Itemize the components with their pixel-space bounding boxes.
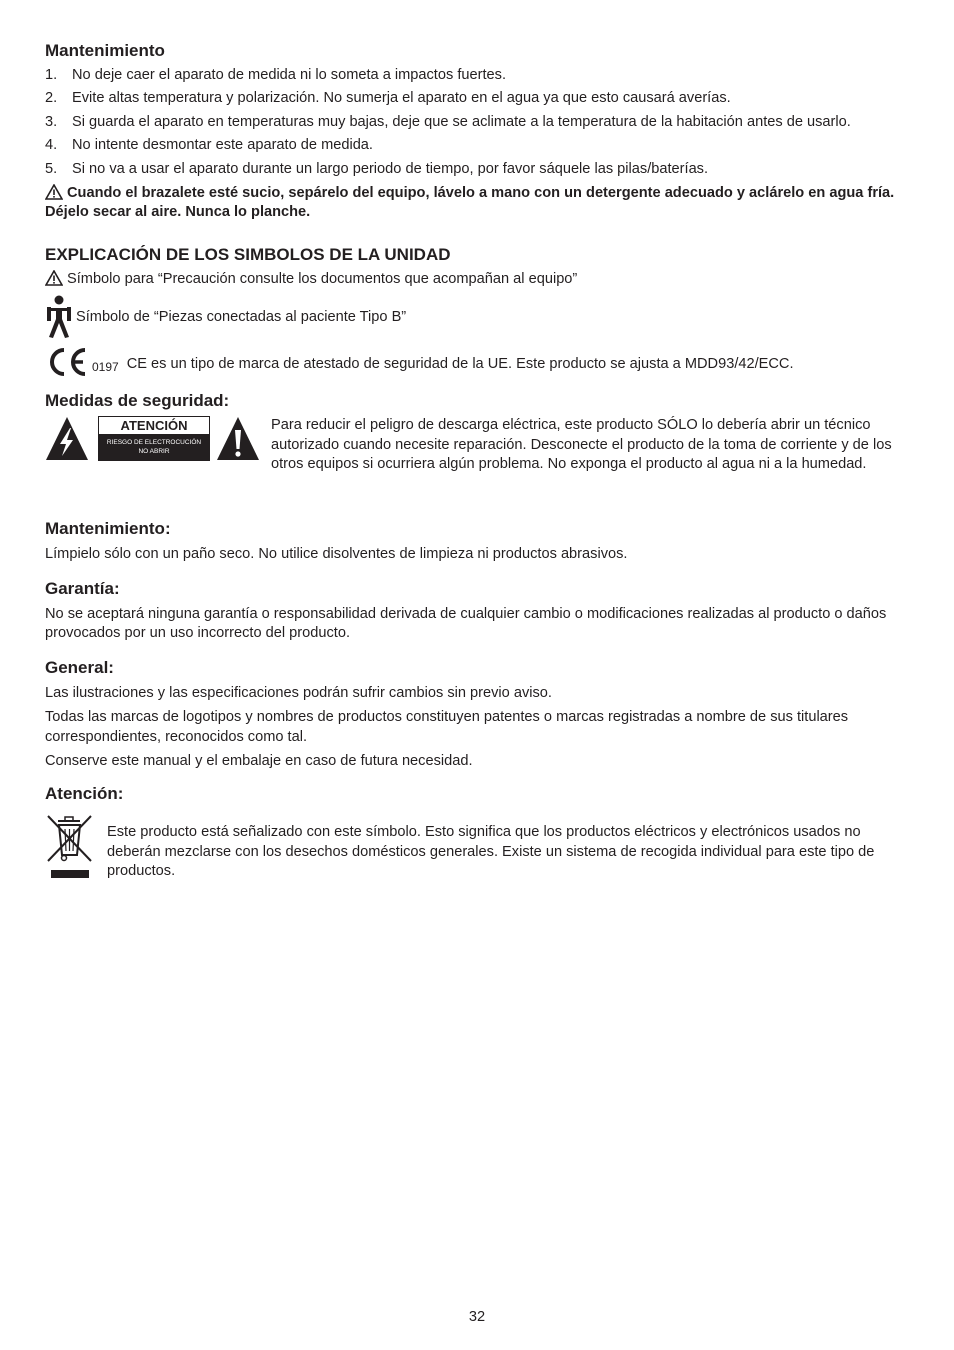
- cuff-warning: Cuando el brazalete esté sucio, sepárelo del equipo, lávelo a mano con un detergente adecuado y aclárelo en agua fría. Déjelo secar al aire. Nunca lo planche.: [45, 185, 895, 221]
- caution-symbol-text: Símbolo para “Precaución consulte los documentos que acompañan al equipo”: [45, 270, 909, 289]
- type-b-person-icon: [45, 295, 73, 339]
- maintenance2-heading: Mantenimiento:: [45, 519, 171, 539]
- electric-shock-triangle-icon: [45, 416, 89, 461]
- exclamation-triangle-icon: [216, 416, 260, 461]
- safety-section: [45, 416, 909, 474]
- general-p3: Conserve este manual y el embalaje en caso de futura necesidad.: [45, 752, 473, 769]
- maintenance-heading: Mantenimiento: [45, 41, 165, 60]
- weee-section: [45, 813, 909, 888]
- list-item: 1. No deje caer el aparato de medida ni lo someta a impactos fuertes.: [45, 67, 507, 83]
- page-content: [45, 40, 909, 888]
- list-item: 5. Si no va a usar el aparato durante un largo periodo de tiempo, por favor sáquele las pilas/baterías.: [45, 160, 709, 177]
- list-item: 4. No intente desmontar este aparato de medida.: [45, 137, 373, 154]
- maintenance-list: [45, 66, 909, 179]
- warranty-heading: Garantía:: [45, 578, 120, 598]
- warning-triangle-icon: [45, 184, 63, 200]
- weee-text: Este producto está señalizado con este símbolo. Esto significa que los productos eléctricos y electrónicos usados no deberán mezclarse con los desechos domésticos generales. Existe un sistema de recogida individual para este tipo de productos.: [107, 824, 875, 880]
- safety-text: Para reducir el peligro de descarga eléctrica, este producto SÓLO lo debería abrir un técnico autorizado cuando necesite reparación. Desconecte el producto de la toma de corriente y de los otros equipos si ocurriera algún problema. No exponga el producto al agua ni a la humedad.: [271, 417, 892, 473]
- ce-number: 0197: [92, 360, 119, 375]
- crossed-bin-icon: [45, 813, 95, 883]
- warranty-text: No se aceptará ninguna garantía o responsabilidad derivada de cualquier cambio o modificaciones realizadas al producto o daños provocados por un uso incorrecto del producto.: [45, 605, 887, 642]
- safety-icons: [45, 416, 271, 474]
- general-p2: Todas las marcas de logotipos y nombres de productos constituyen patentes o marcas registradas a nombre de sus titulares correspondientes, reconocidos como tal.: [45, 709, 849, 745]
- list-item: 2. Evite altas temperatura y polarización. No sumerja el aparato en el agua ya que esto causará averías.: [45, 90, 731, 107]
- type-b-row: Símbolo de “Piezas conectadas al paciente Tipo B”: [45, 295, 909, 339]
- symbols-heading: EXPLICACIÓN DE LOS SIMBOLOS DE LA UNIDAD: [45, 244, 451, 264]
- maintenance2-text: Límpielo sólo con un paño seco. No utilice disolventes de limpieza ni productos abrasivos.: [45, 546, 628, 563]
- list-item: 3. Si guarda el aparato en temperaturas muy bajas, deje que se aclimate a la temperatura de la habitación antes de usarlo.: [45, 113, 851, 130]
- safety-heading: Medidas de seguridad:: [45, 391, 230, 411]
- ce-row: 0197 CE es un tipo de marca de atestado de seguridad de la UE. Este producto se ajusta a MDD93/42/ECC.: [45, 347, 909, 377]
- general-p1: Las ilustraciones y las especificaciones podrán sufrir cambios sin previo aviso.: [45, 684, 552, 701]
- page-number: 32: [468, 1309, 486, 1325]
- attention-label: ATENCIÓN RIESGO DE ELECTROCUCIÓN NO ABRIR: [98, 416, 210, 461]
- ce-mark-icon: [45, 347, 89, 377]
- attention-heading: Atención:: [45, 784, 124, 804]
- warning-triangle-icon: [45, 270, 63, 286]
- general-heading: General:: [45, 657, 114, 677]
